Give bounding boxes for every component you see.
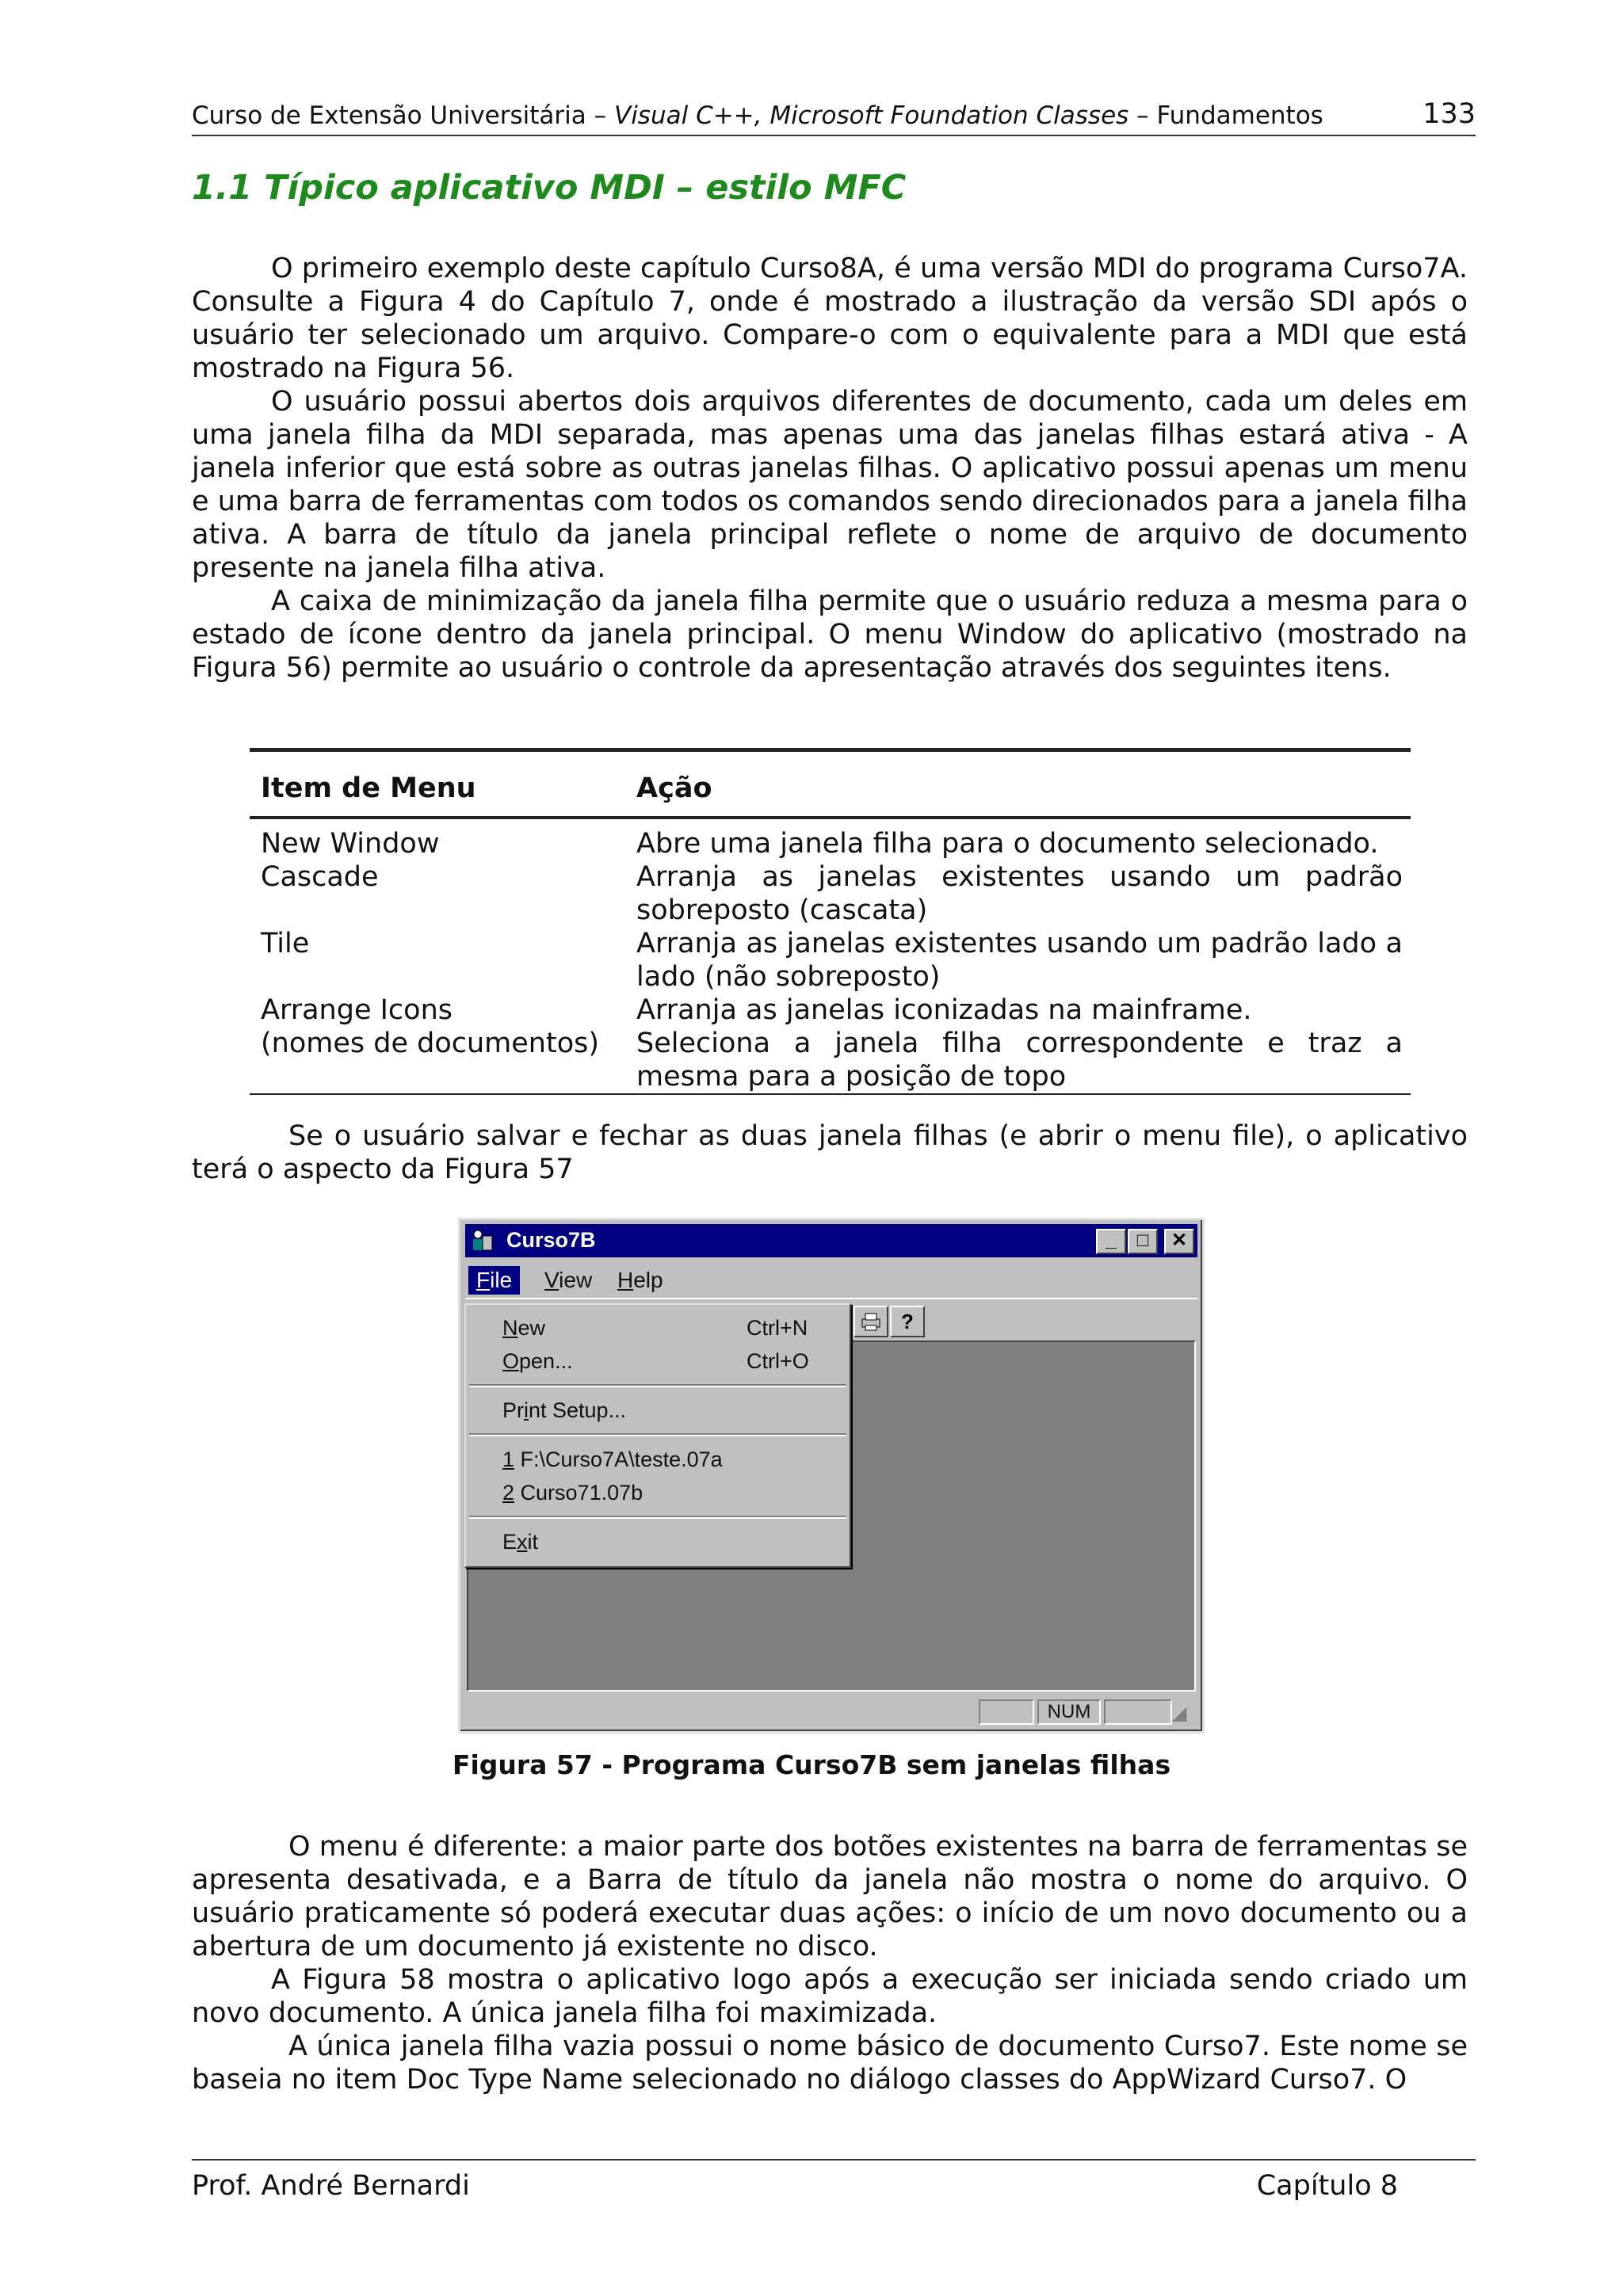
menu-item-recent-file-1[interactable]: 1 F:\Curso7A\teste.07a bbox=[502, 1447, 723, 1471]
help-icon[interactable]: ? bbox=[890, 1306, 925, 1337]
header-course-title: Curso de Extensão Universitária – Visual C++, Microsoft Foundation Classes – Fundamentos bbox=[192, 101, 1323, 130]
table-row bbox=[250, 827, 1411, 860]
footer-author: Prof. André Bernardi bbox=[192, 2170, 470, 2202]
paragraph: Se o usuário salvar e fechar as duas janela filhas (e abrir o menu file), o aplicativo terá o aspecto da Figura 57 bbox=[192, 1120, 1468, 1185]
column-header-action: Ação bbox=[636, 772, 712, 804]
menu-separator bbox=[469, 1433, 846, 1436]
table-row bbox=[250, 860, 1411, 927]
menu-items-table bbox=[250, 748, 1411, 1095]
table-header bbox=[250, 752, 1411, 819]
menu-file[interactable]: File bbox=[468, 1266, 520, 1295]
running-header bbox=[192, 95, 1476, 136]
status-panel bbox=[979, 1699, 1034, 1725]
menu-view[interactable]: View bbox=[544, 1268, 593, 1292]
figure-caption: Figura 57 - Programa Curso7B sem janelas filhas bbox=[452, 1749, 1171, 1780]
table-cell: Arrange Icons bbox=[261, 994, 453, 1026]
section-title: 1.1 Típico aplicativo MDI – estilo MFC bbox=[192, 168, 907, 208]
table-cell: Seleciona a janela filha correspondente e traz a mesma para a posição de topo bbox=[636, 1028, 1403, 1093]
paragraph: O primeiro exemplo deste capítulo Curso8A, é uma versão MDI do programa Curso7A. Consulte a Figura 4 do Capítulo 7, onde é mostrado a ilustração da versão SDI após o usuário ter selecionado um arquivo. Compare-o com o equivalente para a MDI que está mostrado na Figura 56. bbox=[192, 253, 1468, 384]
closing-text bbox=[192, 1830, 1468, 2096]
header-page-number: 133 bbox=[1423, 98, 1476, 130]
window-title: Curso7B bbox=[506, 1228, 596, 1252]
printer-icon[interactable] bbox=[854, 1306, 888, 1337]
menu-item-open[interactable]: Open... Ctrl+O bbox=[502, 1349, 809, 1373]
table-cell: Tile bbox=[261, 928, 310, 959]
table-row bbox=[250, 1027, 1411, 1093]
close-button[interactable]: ✕ bbox=[1164, 1229, 1194, 1254]
table-cell: New Window bbox=[261, 828, 440, 860]
title-bar bbox=[465, 1224, 1197, 1257]
menu-separator bbox=[469, 1516, 846, 1519]
status-bar bbox=[465, 1695, 1197, 1728]
menu-item-recent-file-2[interactable]: 2 Curso71.07b bbox=[502, 1481, 643, 1505]
paragraph: O menu é diferente: a maior parte dos botões existentes na barra de ferramentas se apresenta desativada, e a Barra de título da janela não mostra o nome do arquivo. O usuário praticamente só poderá executar duas ações: o início de um novo documento ou a abertura de um documento já existente no disco. bbox=[192, 1831, 1468, 1962]
middle-text bbox=[192, 1119, 1468, 1186]
footer-chapter: Capítulo 8 bbox=[1256, 2170, 1398, 2202]
menu-separator bbox=[469, 1384, 846, 1387]
table-cell: Arranja as janelas iconizadas na mainframe. bbox=[636, 994, 1252, 1026]
menu-help[interactable]: Help bbox=[617, 1268, 663, 1292]
status-panel bbox=[1104, 1699, 1172, 1725]
table-row bbox=[250, 994, 1411, 1027]
file-menu-dropdown bbox=[464, 1303, 851, 1568]
table-row bbox=[250, 927, 1411, 994]
page-footer bbox=[192, 2159, 1476, 2208]
column-header-item: Item de Menu bbox=[261, 772, 476, 804]
table-cell: Abre uma janela filha para o documento selecionado. bbox=[636, 828, 1379, 860]
table-cell: (nomes de documentos) bbox=[261, 1028, 600, 1059]
paragraph: O usuário possui abertos dois arquivos diferentes de documento, cada um deles em uma janela filha da MDI separada, mas apenas uma das janelas filhas estará ativa - A janela inferior que está sobre as outras janelas filhas. O aplicativo possui apenas um menu e uma barra de ferramentas com todos os comandos sendo direcionados para a janela filha ativa. A barra de título da janela principal reflete o nome de arquivo de documento presente na janela filha ativa. bbox=[192, 386, 1468, 584]
shortcut-label: Ctrl+N bbox=[747, 1316, 808, 1340]
menu-bar bbox=[465, 1261, 1197, 1296]
menu-item-print-setup[interactable]: Print Setup... bbox=[502, 1398, 627, 1422]
table-cell: Arranja as janelas existentes usando um padrão sobreposto (cascata) bbox=[636, 861, 1403, 926]
intro-text bbox=[192, 252, 1468, 685]
paragraph: A caixa de minimização da janela filha permite que o usuário reduza a mesma para o estado de ícone dentro da janela principal. O menu Window do aplicativo (mostrado na Figura 56) permite ao usuário o controle da apresentação através dos seguintes itens. bbox=[192, 585, 1468, 684]
shortcut-label: Ctrl+O bbox=[747, 1349, 809, 1373]
minimize-button[interactable]: _ bbox=[1096, 1229, 1126, 1254]
menu-item-new[interactable]: New Ctrl+N bbox=[502, 1316, 808, 1340]
resize-grip-icon[interactable]: ◢ bbox=[1172, 1703, 1187, 1724]
paragraph: A Figura 58 mostra o aplicativo logo após a execução ser iniciada sendo criado um novo documento. A única janela filha foi maximizada. bbox=[192, 1964, 1468, 2029]
app-icon bbox=[470, 1228, 495, 1253]
status-num-indicator: NUM bbox=[1037, 1699, 1101, 1725]
menu-item-exit[interactable]: Exit bbox=[502, 1530, 539, 1554]
table-cell: Arranja as janelas existentes usando um padrão lado a lado (não sobreposto) bbox=[636, 928, 1403, 993]
table-cell: Cascade bbox=[261, 861, 379, 893]
paragraph: A única janela filha vazia possui o nome básico de documento Curso7. Este nome se baseia no item Doc Type Name selecionado no diálogo classes do AppWizard Curso7. O bbox=[192, 2031, 1468, 2096]
maximize-button[interactable]: □ bbox=[1128, 1229, 1158, 1254]
